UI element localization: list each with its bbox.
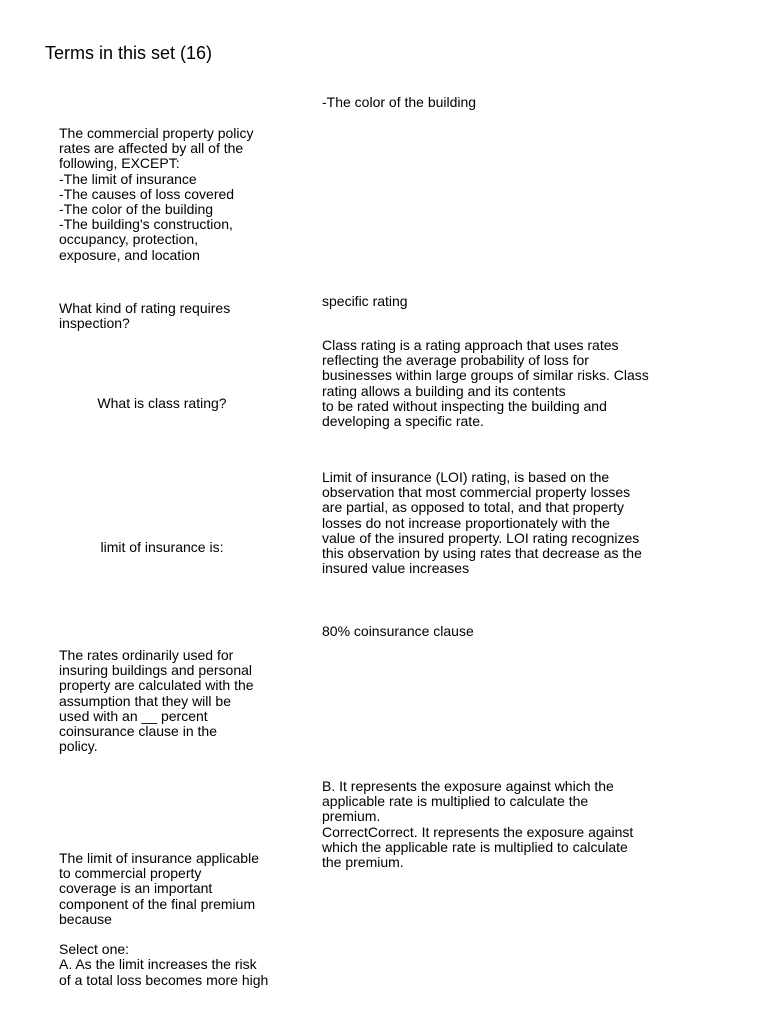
term-4: limit of insurance is:: [100, 539, 224, 555]
page-bottom-edge: [0, 988, 768, 1024]
definition-1: -The color of the building: [322, 94, 477, 110]
definition-2: specific rating: [322, 293, 408, 309]
term-3: What is class rating?: [97, 395, 227, 411]
definition-3: Class rating is a rating approach that uses rates reflecting the average probability of loss for businesses within large groups of similar risks. Class rating allows a building and its contents to be rated without inspecting the building and developing a specific rate.: [322, 337, 649, 430]
term-1: The commercial property policy rates are affected by all of the following, EXCEPT: -The limit of insurance -The causes of loss covered -The color of the building -The building's construction, occupancy, protection, exposure, and location: [59, 125, 254, 263]
term-2: What kind of rating requires inspection?: [59, 300, 231, 332]
term-5: The rates ordinarily used for insuring buildings and personal property are calculated with the assumption that they will be used with an __ percent coinsurance clause in the policy.: [59, 647, 254, 755]
definition-6: B. It represents the exposure against which the applicable rate is multiplied to calculate the premium. CorrectCorrect. It represents the exposure against which the applicable rate is multiplied to calculate the premium.: [322, 778, 634, 871]
term-6: The limit of insurance applicable to commercial property coverage is an important component of the final premium because Select one: A. As the limit increases the risk of a total loss becomes more high: [59, 850, 269, 988]
page-title: Terms in this set (16): [45, 43, 213, 63]
definition-5: 80% coinsurance clause: [322, 623, 474, 639]
definition-4: Limit of insurance (LOI) rating, is based on the observation that most commercial property losses are partial, as opposed to total, and that property losses do not increase proportionately with the value of the insured property. LOI rating recognizes this observation by using rates that decrease as the insured value increases: [322, 469, 642, 577]
